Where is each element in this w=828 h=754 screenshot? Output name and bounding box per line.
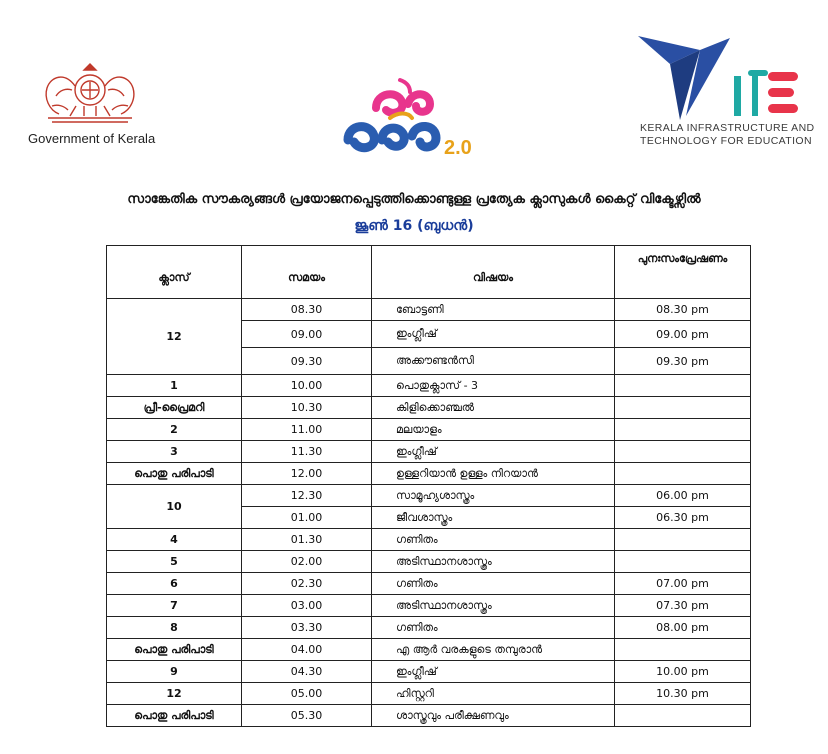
cell-subject: അക്കൗണ്ടൻസി	[372, 348, 615, 375]
cell-time: 11.30	[242, 441, 372, 463]
table-row	[107, 705, 751, 727]
cell-time: 12.00	[242, 463, 372, 485]
cell-time: 04.30	[242, 661, 372, 683]
table-row	[107, 661, 751, 683]
cell-class: 4	[107, 529, 242, 551]
cell-time: 12.30	[242, 485, 372, 507]
table-row	[107, 551, 751, 573]
cell-rebroadcast: 08.30 pm	[615, 299, 751, 321]
cell-rebroadcast	[615, 463, 751, 485]
table-row	[107, 529, 751, 551]
header-time: സമയം	[242, 246, 372, 299]
cell-class: 8	[107, 617, 242, 639]
cell-time: 10.30	[242, 397, 372, 419]
cell-rebroadcast: 10.30 pm	[615, 683, 751, 705]
cell-time: 10.00	[242, 375, 372, 397]
cell-class: 9	[107, 661, 242, 683]
cell-subject: സാമൂഹ്യശാസ്ത്രം	[372, 485, 615, 507]
cell-subject: കിളിക്കൊഞ്ചൽ	[372, 397, 615, 419]
cell-time: 04.00	[242, 639, 372, 661]
cell-class: പൊതു പരിപാടി	[107, 705, 242, 727]
document-date: ജൂൺ 16 (ബുധൻ)	[354, 218, 474, 234]
cell-class: 1	[107, 375, 242, 397]
cell-rebroadcast	[615, 529, 751, 551]
document-title: സാങ്കേതിക സൗകര്യങ്ങൾ പ്രയോജനപ്പെടുത്തിക്കൊണ്ടുള്ള പ്രത്യേക ക്ലാസുകൾ കൈറ്റ് വിക്ടേഴ്സിൽ	[127, 192, 701, 207]
cell-time: 05.30	[242, 705, 372, 727]
header-rebroadcast: പുനഃസംപ്രേഷണം	[615, 246, 751, 299]
header-class: ക്ലാസ്	[107, 246, 242, 299]
kite-logo	[630, 30, 806, 122]
cell-rebroadcast	[615, 705, 751, 727]
cell-subject: മലയാളം	[372, 419, 615, 441]
cell-subject: ഇംഗ്ലീഷ്	[372, 321, 615, 348]
cell-rebroadcast: 09.30 pm	[615, 348, 751, 375]
cell-time: 01.30	[242, 529, 372, 551]
kite-tagline-line2: TECHNOLOGY FOR EDUCATION	[640, 135, 812, 147]
cell-class: 3	[107, 441, 242, 463]
table-row	[107, 397, 751, 419]
table-row	[107, 639, 751, 661]
cell-subject: എ ആർ വരകളുടെ തമ്പുരാൻ	[372, 639, 615, 661]
cell-time: 02.30	[242, 573, 372, 595]
table-row	[107, 485, 751, 507]
cell-subject: അടിസ്ഥാനശാസ്ത്രം	[372, 595, 615, 617]
cell-subject: അടിസ്ഥാനശാസ്ത്രം	[372, 551, 615, 573]
table-row	[107, 683, 751, 705]
cell-rebroadcast	[615, 397, 751, 419]
table-row	[107, 573, 751, 595]
cell-rebroadcast: 10.00 pm	[615, 661, 751, 683]
cell-rebroadcast	[615, 441, 751, 463]
cell-subject: ഗണിതം	[372, 573, 615, 595]
table-row	[107, 375, 751, 397]
cell-subject: ഇംഗ്ലീഷ്	[372, 661, 615, 683]
cell-time: 05.00	[242, 683, 372, 705]
cell-subject: ഗണിതം	[372, 617, 615, 639]
cell-rebroadcast: 08.00 pm	[615, 617, 751, 639]
cell-rebroadcast: 07.00 pm	[615, 573, 751, 595]
cell-class: 10	[107, 485, 242, 529]
table-row	[107, 617, 751, 639]
cell-time: 01.00	[242, 507, 372, 529]
header-subject: വിഷയം	[372, 246, 615, 299]
cell-subject: ഗണിതം	[372, 529, 615, 551]
table-header-row	[107, 246, 751, 299]
cell-rebroadcast	[615, 551, 751, 573]
cell-subject: ഇംഗ്ലീഷ്	[372, 441, 615, 463]
government-caption: Government of Kerala	[28, 131, 156, 146]
kerala-emblem-icon	[40, 56, 140, 128]
cell-subject: ഉള്ളറിയാൻ ഉള്ളം നിറയാൻ	[372, 463, 615, 485]
cell-subject: ശാസ്ത്രവും പരീക്ഷണവും	[372, 705, 615, 727]
cell-time: 09.00	[242, 321, 372, 348]
cell-rebroadcast	[615, 419, 751, 441]
cell-class: 12	[107, 299, 242, 375]
cell-subject: പൊതുക്ലാസ് - 3	[372, 375, 615, 397]
table-row	[107, 299, 751, 321]
cell-class: 12	[107, 683, 242, 705]
table-row	[107, 419, 751, 441]
table-row	[107, 441, 751, 463]
cell-class: 7	[107, 595, 242, 617]
cell-class: 2	[107, 419, 242, 441]
first-bell-logo	[330, 74, 490, 166]
cell-rebroadcast	[615, 639, 751, 661]
cell-rebroadcast	[615, 375, 751, 397]
first-bell-version: 2.0	[444, 137, 472, 159]
cell-class: 5	[107, 551, 242, 573]
schedule-table	[106, 245, 751, 727]
cell-time: 03.00	[242, 595, 372, 617]
cell-subject: ബോട്ടണി	[372, 299, 615, 321]
cell-class: 6	[107, 573, 242, 595]
cell-class: പൊതു പരിപാടി	[107, 639, 242, 661]
cell-class: പ്രീ-പ്രൈമറി	[107, 397, 242, 419]
cell-subject: ജീവശാസ്ത്രം	[372, 507, 615, 529]
cell-class: പൊതു പരിപാടി	[107, 463, 242, 485]
cell-subject: ഹിസ്റ്ററി	[372, 683, 615, 705]
cell-time: 09.30	[242, 348, 372, 375]
cell-rebroadcast: 06.30 pm	[615, 507, 751, 529]
kite-tagline-line1: KERALA INFRASTRUCTURE AND	[640, 122, 815, 134]
table-row	[107, 463, 751, 485]
cell-rebroadcast: 06.00 pm	[615, 485, 751, 507]
cell-time: 02.00	[242, 551, 372, 573]
cell-time: 11.00	[242, 419, 372, 441]
table-row	[107, 595, 751, 617]
kite-tagline	[640, 122, 815, 148]
cell-rebroadcast: 07.30 pm	[615, 595, 751, 617]
cell-rebroadcast: 09.00 pm	[615, 321, 751, 348]
cell-time: 08.30	[242, 299, 372, 321]
cell-time: 03.30	[242, 617, 372, 639]
